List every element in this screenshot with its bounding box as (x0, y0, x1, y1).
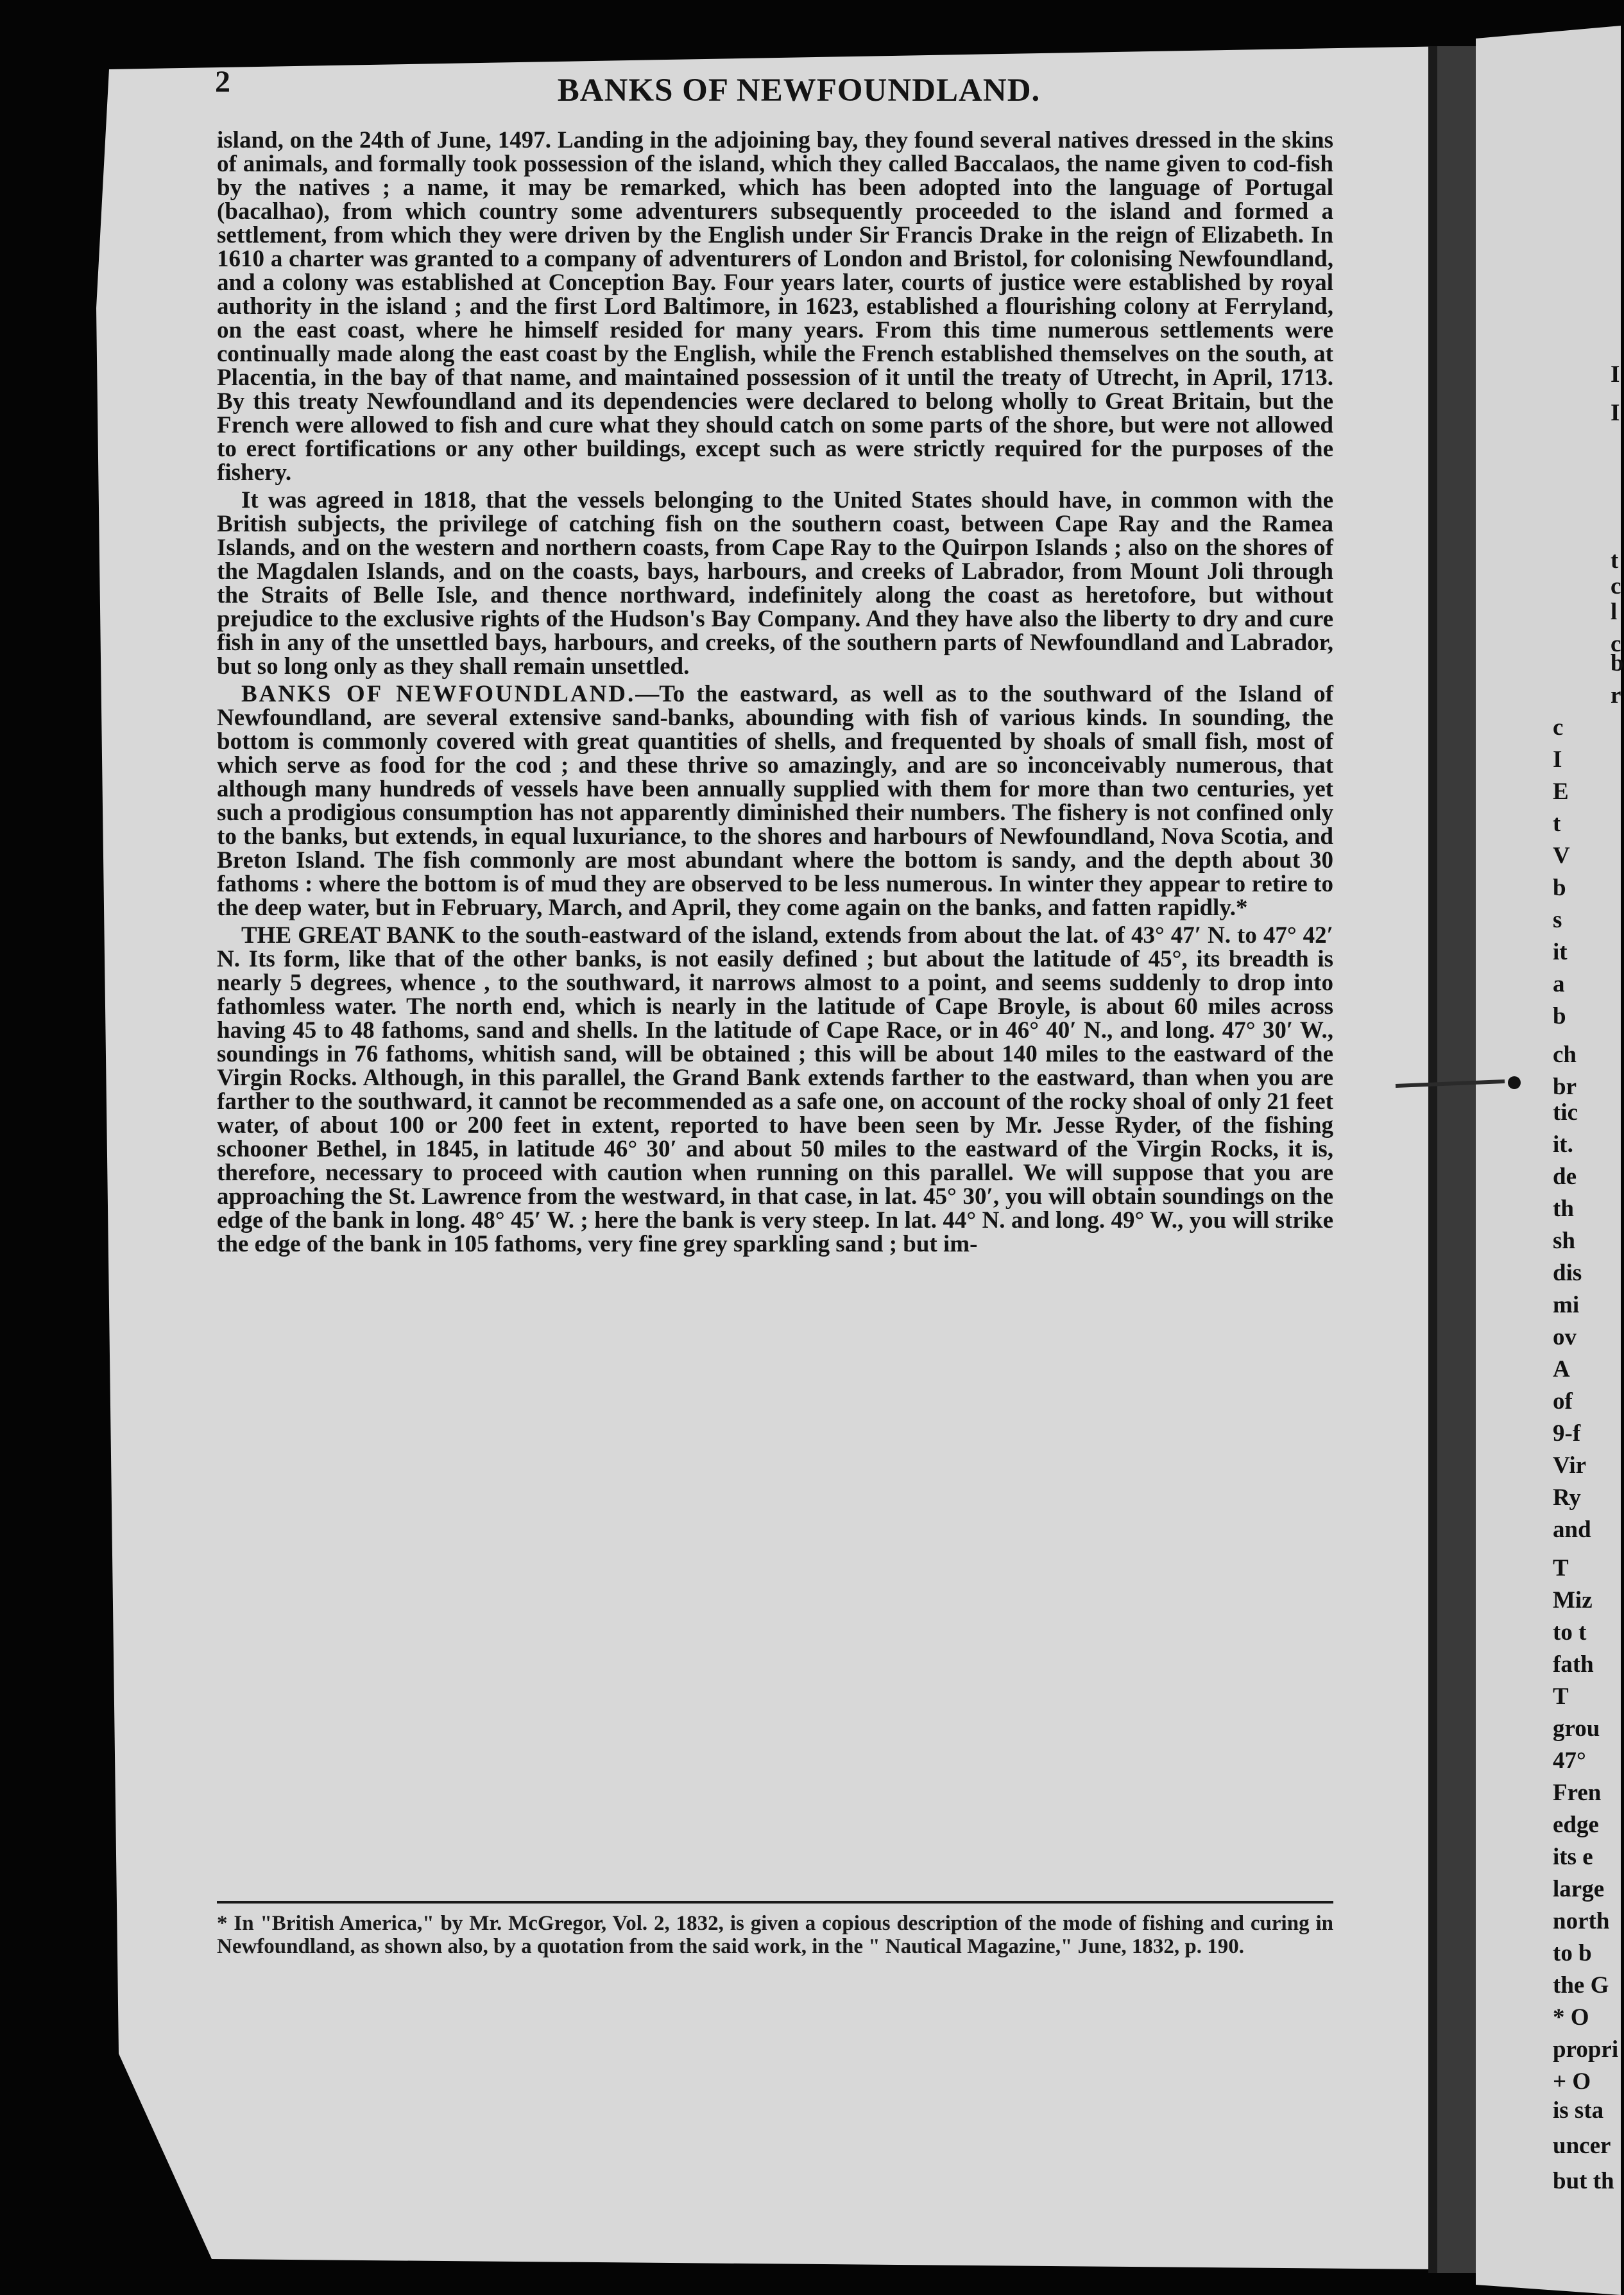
right-page-fragment: grou (1553, 1715, 1600, 1742)
right-page-fragment: b (1553, 875, 1566, 901)
right-page-fragment: north (1553, 1908, 1610, 1934)
paragraph-banks-text: —To the eastward, as well as to the southward of the Island of Newfoundland, are several extensive sand-banks, abounding with fish of various kinds. In sounding, the bottom is commonly covered with great quantities of shells, and frequented by shoals of small fish, most of which serve as food for the cod ; and these thrive so amazingly, and are so inconceivably numerous, that although many hundreds of vessels have been annually supplied with them for more than two centuries, yet such a prodigious consumption has not apparently diminished their numbers. The fishery is not confined only to the banks, but extends, in equal luxuriance, to the shores and harbours of Newfoundland, Nova Scotia, and Breton Island. The fish commonly are most abundant where the bottom is sandy, and the depth about 30 fathoms : where the bottom is of mud they are observed to be less numerous. In winter they appear to retire to the deep water, but in February, March, and April, they come again on the banks, and fatten rapidly.* (217, 681, 1333, 921)
right-page-fragment: dis (1553, 1260, 1582, 1286)
right-page-fragment: l (1611, 599, 1618, 625)
right-page-fragment: s (1553, 907, 1562, 933)
right-page-fragment: 47° (1553, 1748, 1586, 1774)
right-page-fragment: it. (1553, 1131, 1573, 1158)
right-page-fragment: large (1553, 1876, 1605, 1902)
right-page-fragment: the G (1553, 1972, 1609, 1998)
right-page-fragment: a (1553, 971, 1565, 997)
right-page-fragments (1521, 0, 1624, 2295)
right-page-fragment: but th (1553, 2168, 1614, 2194)
right-page-fragment: V (1553, 843, 1570, 869)
right-page-fragment: to t (1553, 1619, 1587, 1646)
right-page-fragment: it (1553, 939, 1568, 965)
paragraph-treaty-1818: It was agreed in 1818, that the vessels belonging to the United States should have, in common with the British subjects, the privilege of catching fish on the southern coast, between Cape Ray and the Ramea Islands, and on the western and northern coasts, from Cape Ray to the Quirpon Islands ; also on the shores of the Magdalen Islands, and on the coasts, bays, harbours, and creeks of Labrador, from Mount Joli through the Straits of Belle Isle, and thence northward, indefinitely along the coast as heretofore, but without prejudice to the exclusive rights of the Hudson's Bay Company. And they have also the liberty to dry and cure fish in any of the unsettled bays, harbours, and creeks, of the southern parts of Newfoundland and Labrador, but so long only as they shall remain unsettled. (217, 487, 1333, 680)
right-page-fragment: ch (1553, 1042, 1577, 1068)
right-page-fragment: t (1611, 547, 1619, 574)
right-page-fragment: and (1553, 1517, 1591, 1543)
right-page-fragment: ov (1553, 1324, 1577, 1350)
right-page-fragment: Fren (1553, 1780, 1602, 1806)
right-page-fragment: Miz (1553, 1587, 1593, 1613)
right-page-fragment: mi (1553, 1292, 1580, 1318)
paragraph-banks (217, 682, 1333, 920)
right-page-fragment: A (1553, 1356, 1570, 1382)
right-page-fragment: is sta (1553, 2097, 1604, 2124)
footnote-rule (217, 1901, 1333, 1904)
paragraph-history: island, on the 24th of June, 1497. Landing in the adjoining bay, they found several natives dressed in the skins of animals, and formally took possession of the island, which they called Baccalaos, the name given to cod-fish by the natives ; a name, it may be remarked, which has been adopted into the language of Portugal (bacalhao), from which country some adventurers subsequently proceeded to the island and formed a settlement, from which they were driven by the English under Sir Francis Drake in the reign of Elizabeth. In 1610 a charter was granted to a company of adventurers of London and Bristol, for colonising Newfoundland, and a colony was established at Conception Bay. Four years later, courts of justice were established by royal authority in the island ; and the first Lord Baltimore, in 1623, established a flourishing colony at Ferryland, on the east coast, where he himself resided for many years. From this time numerous settlements were continually made along the east coast by the English, while the French established themselves on the south, at Placentia, in the bay of that name, and maintained possession of it until the treaty of Utrecht, in April, 1713. By this treaty Newfoundland and its dependencies were declared to belong wholly to Great Britain, but the French were allowed to fish and cure what they should catch on some parts of the shore, but were not allowed to erect fortifications or any other buildings, except such as were strictly required for the purposes of the fishery. (217, 127, 1333, 486)
body-text (217, 128, 1333, 1260)
page-number: 2 (215, 65, 230, 99)
right-page-fragment: sh (1553, 1228, 1575, 1254)
right-page-fragment: Ry (1553, 1484, 1581, 1511)
right-page-fragment: c (1611, 631, 1621, 657)
section-heading: BANKS OF NEWFOUNDLAND. (241, 681, 636, 707)
right-page-fragment: its e (1553, 1844, 1593, 1870)
right-page-fragment: T (1553, 1683, 1569, 1710)
right-page-fragment: r (1611, 682, 1621, 709)
right-page-fragment: to b (1553, 1940, 1592, 1966)
right-page-fragment: Vir (1553, 1452, 1587, 1479)
right-page-fragment: b (1611, 650, 1624, 676)
paragraph-great-bank: THE GREAT BANK to the south-eastward of the island, extends from about the lat. of 43° 47′ N. to 47° 42′ N. Its form, like that of the other banks, is not easily defined ; but about the latitude of 45°, its breadth is nearly 5 degrees, whence , to the southward, it narrows almost to a point, and seems suddenly to drop into fathomless water. The north end, which is nearly in the latitude of Cape Broyle, is about 60 miles across having 45 to 48 fathoms, sand and shells. In the latitude of Cape Race, or in 46° 40′ N., and long. 47° 30′ W., soundings in 76 fathoms, whitish sand, will be obtained ; this will be about 140 miles to the eastward of the Virgin Rocks. Although, in this parallel, the Grand Bank extends farther to the eastward, than when you are farther to the southward, it cannot be recommended as a safe one, on account of the rocky shoal of only 21 feet water, of about 100 or 200 feet in extent, reported to have been seen by Mr. Jesse Ryder, of the fishing schooner Bethel, in 1845, in latitude 46° 30′ and about 50 miles to the eastward of the Virgin Rocks, it is, therefore, necessary to proceed with caution when running on this parallel. We will suppose that you are approaching the St. Lawrence from the westward, in that case, in lat. 45° 30′, you will obtain soundings on the edge of the bank in long. 48° 45′ W. ; here the bank is very steep. In lat. 44° N. and long. 49° W., you will strike the edge of the bank in 105 fathoms, very fine grey sparkling sand ; but im- (217, 922, 1333, 1257)
right-page-fragment: 9-f (1553, 1420, 1581, 1447)
right-page-fragment: t (1553, 811, 1561, 837)
right-page-fragment: I (1611, 361, 1620, 388)
right-page-fragment: I (1611, 400, 1620, 426)
page-fold (1431, 46, 1476, 2273)
right-page-fragment: I (1553, 746, 1562, 773)
footnote: * In "British America," by Mr. McGregor, Vol. 2, 1832, is given a copious description of the mode of fishing and curing in Newfoundland, as shown also, by a quotation from the said work, in the " Nautical Magazine," June, 1832, p. 190. (217, 1912, 1333, 1958)
page-title: BANKS OF NEWFOUNDLAND. (557, 73, 1041, 108)
right-page-fragment: + O (1553, 2068, 1591, 2095)
right-page-fragment: fath (1553, 1651, 1594, 1678)
right-page-fragment: edge (1553, 1812, 1599, 1838)
right-page-fragment: of (1553, 1388, 1573, 1414)
right-page-fragment: T (1553, 1555, 1569, 1581)
right-page-fragment: uncer (1553, 2133, 1611, 2159)
right-page-fragment: c (1553, 714, 1564, 741)
right-page-fragment: tic (1553, 1099, 1578, 1126)
right-page-fragment: th (1553, 1196, 1574, 1222)
right-page-fragment: br (1553, 1074, 1577, 1100)
right-page-fragment: propri (1553, 2036, 1619, 2063)
right-page-fragment: E (1553, 778, 1569, 805)
right-page-fragment: de (1553, 1164, 1577, 1190)
right-page-fragment: b (1553, 1003, 1566, 1029)
right-page-fragment: c (1611, 573, 1621, 599)
right-page-fragment: * O (1553, 2004, 1589, 2031)
